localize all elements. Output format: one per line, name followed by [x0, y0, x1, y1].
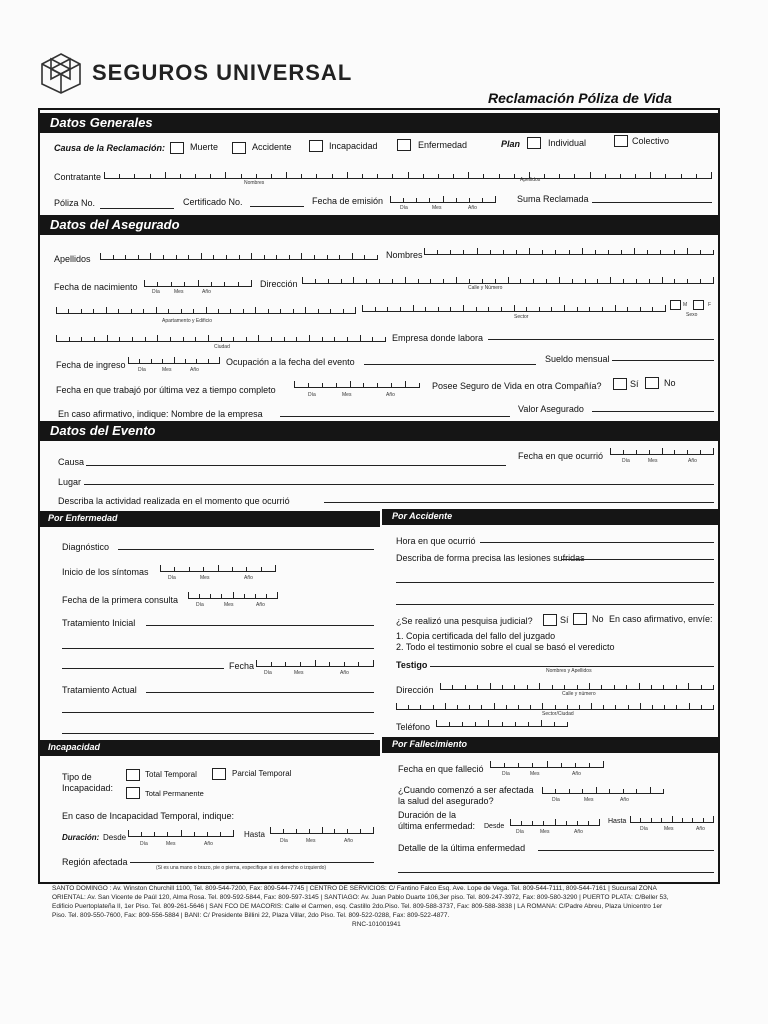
fecha-nac-label: Fecha de nacimiento — [54, 282, 138, 292]
ocurrio-ano-hint: Año — [688, 458, 697, 464]
duracion-label: Duración: — [62, 833, 100, 842]
checkbox-posee-no[interactable] — [645, 377, 659, 389]
trabajo-mes-hint: Mes — [342, 392, 352, 398]
fall-desde-dia-hint: Día — [516, 829, 524, 835]
tratamiento-actual-field-2[interactable] — [62, 712, 374, 713]
sector-hint: Sector — [514, 314, 529, 320]
nac-dia-hint: Día — [152, 289, 160, 295]
causa-label: Causa de la Reclamación: — [54, 143, 166, 153]
nac-mes-hint: Mes — [174, 289, 184, 295]
lugar-field[interactable] — [84, 484, 714, 485]
checkbox-muerte[interactable] — [170, 142, 184, 154]
contratante-label: Contratante — [54, 172, 102, 182]
trat-dia-hint: Día — [264, 670, 272, 676]
direccion-label: Dirección — [260, 279, 298, 289]
fecha-emision-label: Fecha de emisión — [312, 196, 384, 206]
total-permanente-label: Total Permanente — [145, 789, 204, 798]
cuando-dia-hint: Día — [552, 797, 560, 803]
tratamiento-inicial-field[interactable] — [146, 625, 374, 626]
label-enfermedad: Enfermedad — [418, 140, 468, 150]
inicio-dia-hint: Día — [168, 575, 176, 581]
detalle-field[interactable] — [538, 850, 714, 851]
fecha-trabajo-field[interactable] — [294, 382, 420, 388]
fecha-nac-field[interactable] — [144, 281, 252, 287]
fall-desde-label: Desde — [484, 823, 505, 830]
sexo-hint: Sexo — [686, 312, 698, 318]
inicio-ano-hint: Año — [244, 575, 253, 581]
tratamiento-inicial-field-2[interactable] — [62, 648, 374, 649]
fall-desde-field[interactable] — [510, 820, 600, 826]
checkbox-enfermedad[interactable] — [397, 139, 411, 151]
sexo-m-label: M — [683, 302, 688, 308]
label-colectivo: Colectivo — [632, 136, 670, 146]
desde-field[interactable] — [128, 831, 234, 837]
apellidos-field[interactable] — [100, 254, 378, 260]
sueldo-field[interactable] — [612, 360, 714, 361]
envie-item-1: 1. Copia certificada del fallo del juzgado — [396, 631, 556, 641]
label-individual: Individual — [548, 138, 587, 148]
describa-field-2[interactable] — [396, 582, 714, 583]
fall-desde-mes-hint: Mes — [540, 829, 550, 835]
hora-label: Hora en que ocurrió — [396, 536, 476, 546]
apto-field[interactable] — [56, 308, 356, 314]
trabajo-dia-hint: Día — [308, 392, 316, 398]
valor-field[interactable] — [592, 411, 714, 412]
primera-ano-hint: Año — [256, 602, 265, 608]
cuando-mes-hint: Mes — [584, 797, 594, 803]
trabajo-ano-hint: Año — [386, 392, 395, 398]
primera-dia-hint: Día — [196, 602, 204, 608]
desde-ano-hint: Año — [204, 841, 213, 847]
telefono-field[interactable] — [436, 721, 568, 727]
fecha-ocurrio-field[interactable] — [610, 449, 714, 455]
describa-field[interactable] — [562, 559, 714, 560]
tratamiento-actual-label: Tratamiento Actual — [62, 685, 137, 695]
trat-mes-hint: Mes — [294, 670, 304, 676]
plan-label: Plan — [501, 139, 521, 149]
testigo-direccion-label: Dirección — [396, 685, 434, 695]
contratante-field[interactable] — [104, 173, 712, 179]
suma-field[interactable] — [592, 202, 712, 203]
diagnostico-field[interactable] — [118, 549, 374, 550]
section-header-generales: Datos Generales — [38, 113, 720, 133]
header-enfermedad: Por Enfermedad — [38, 511, 380, 527]
poliza-field[interactable] — [100, 208, 174, 209]
primera-label: Fecha de la primera consulta — [62, 595, 179, 605]
tratamiento-actual-field[interactable] — [146, 692, 374, 693]
label-incapacidad: Incapacidad — [329, 141, 378, 151]
apto-hint: Apartamento y Edificio — [162, 318, 213, 324]
fecha-tratamiento-field[interactable] — [256, 661, 374, 667]
checkbox-parcial-temporal[interactable] — [212, 768, 226, 780]
describa-field-3[interactable] — [396, 604, 714, 605]
region-field[interactable] — [130, 862, 374, 863]
tipo-label: Tipo de Incapacidad: — [62, 772, 114, 793]
fall-desde-ano-hint: Año — [574, 829, 583, 835]
detalle-label: Detalle de la última enfermedad — [398, 843, 526, 853]
fallecio-mes-hint: Mes — [530, 771, 540, 777]
fecha-tratamiento-label: Fecha — [229, 661, 255, 671]
valor-label: Valor Asegurado — [518, 404, 584, 414]
cuando-field[interactable] — [542, 788, 664, 794]
hasta-field[interactable] — [270, 828, 374, 834]
testigo-sector-hint: Sector/Ciudad — [542, 711, 574, 717]
posee-label: Posee Seguro de Vida en otra Compañía? — [432, 381, 602, 391]
desde-label: Desde — [103, 833, 127, 842]
ciudad-field[interactable] — [56, 336, 386, 342]
fallecio-dia-hint: Día — [502, 771, 510, 777]
tratamiento-inicial-field-3[interactable] — [62, 668, 224, 669]
checkbox-individual[interactable] — [527, 137, 541, 149]
ocupacion-field[interactable] — [364, 364, 536, 365]
lugar-label: Lugar — [58, 477, 82, 487]
footer — [52, 884, 720, 929]
total-temporal-label: Total Temporal — [145, 770, 197, 779]
direccion-field[interactable] — [302, 278, 714, 284]
fecha-ingreso-field[interactable] — [128, 358, 220, 364]
primera-mes-hint: Mes — [224, 602, 234, 608]
hora-field[interactable] — [480, 542, 714, 543]
inicio-label: Inicio de los síntomas — [62, 567, 149, 577]
checkbox-sexo-m[interactable] — [670, 300, 681, 310]
fallecio-ano-hint: Año — [572, 771, 581, 777]
form-title: Reclamación Póliza de Vida — [488, 90, 672, 106]
footer-line-4: Piso. Tel. 809-550-7600, Fax: 809-556-5884 | BANI: C/ Presidente Billini 22, Plaza Villar, 2do Piso. Tel. 809-522-0288, Fax: 809-522-4877. — [52, 912, 450, 919]
ciudad-hint: Ciudad — [214, 344, 230, 350]
testigo-sector-field[interactable] — [396, 704, 714, 710]
ano-hint: Año — [468, 205, 477, 211]
brand-name: SEGUROS UNIVERSAL — [92, 60, 353, 85]
caso-temporal-label: En caso de Incapacidad Temporal, indique: — [62, 811, 234, 821]
envie-item-2: 2. Todo el testimonio sobre el cual se basó el veredicto — [396, 642, 615, 652]
sexo-f-label: F — [708, 302, 712, 308]
footer-line-3: Edificio Puertoplateña II, 1er Piso. Tel. 809-261-5646 | SAN FCO DE MACORIS: Calle el Carmen, esq. Castillo 2do.Piso. Tel. 809-588-3737, Fax: 809-588-3838 | LA ROMANA: C/Padre Abreu, Plaza Unicentro 1er — [52, 903, 663, 910]
ingreso-ano-hint: Año — [190, 367, 199, 373]
detalle-field-2[interactable] — [398, 872, 714, 873]
causa-evento-label: Causa — [58, 457, 85, 467]
hasta-label: Hasta — [244, 830, 265, 839]
checkbox-posee-si[interactable] — [613, 378, 627, 390]
ocurrio-dia-hint: Día — [622, 458, 630, 464]
checkbox-incapacidad[interactable] — [309, 140, 323, 152]
trat-ano-hint: Año — [340, 670, 349, 676]
duracion-enfermedad-label: Duración de la última enfermedad: — [398, 810, 476, 831]
causa-evento-field[interactable] — [86, 465, 506, 466]
fall-hasta-dia-hint: Día — [640, 826, 648, 832]
hasta-dia-hint: Día — [280, 838, 288, 844]
fecha-fallecio-label: Fecha en que falleció — [398, 764, 484, 774]
section-header-asegurado: Datos del Asegurado — [38, 215, 720, 235]
label-muerte: Muerte — [190, 142, 219, 152]
empresa-label: Empresa donde labora — [392, 333, 484, 343]
empresa-field[interactable] — [488, 339, 714, 340]
apellidos-hint: Apellidos — [520, 177, 541, 183]
ocurrio-mes-hint: Mes — [648, 458, 658, 464]
describa-label: Describa de forma precisa las lesiones sufridas — [396, 553, 585, 563]
mes-hint: Mes — [432, 205, 442, 211]
pesquisa-label: ¿Se realizó una pesquisa judicial? — [396, 616, 533, 626]
pesquisa-no-label: No — [592, 614, 604, 624]
header-fallecimiento: Por Fallecimiento — [382, 737, 720, 753]
inicio-mes-hint: Mes — [200, 575, 210, 581]
fall-hasta-mes-hint: Mes — [664, 826, 674, 832]
desde-dia-hint: Día — [140, 841, 148, 847]
footer-line-2: ORIENTAL: Av. San Vicente de Paúl 120, Alma Rosa. Tel. 809-592-5844, Fax: 809-597-3145 | SANTIAGO: Av. Juan Pablo Duarte 106,3er piso. Tel. 809-247-3972, Fax: 809-580-3290 | PUERTO PLATA: C/Beller 53, — [52, 894, 669, 901]
section-header-evento: Datos del Evento — [38, 421, 720, 441]
label-accidente: Accidente — [252, 142, 292, 152]
telefono-label: Teléfono — [396, 722, 431, 732]
actividad-label: Describa la actividad realizada en el momento que ocurrió — [58, 496, 290, 506]
testigo-label: Testigo — [396, 660, 428, 670]
apellidos-label: Apellidos — [54, 254, 91, 264]
testigo-direccion-field[interactable] — [440, 684, 714, 690]
header-incapacidad: Incapacidad — [38, 740, 380, 756]
checkbox-total-permanente[interactable] — [126, 787, 140, 799]
fall-hasta-label: Hasta — [608, 818, 627, 825]
certificado-field[interactable] — [250, 206, 304, 207]
footer-line-1: SANTO DOMINGO : Av. Winston Churchill 1100, Tel. 809-544-7200, Fax: 809-544-7745 | CENTRO DE SERVICIOS: C/ Fantino Falco Esq. Ave. Lope de Vega. Tel. 809-544-7111, 809-544-7161 | Sucursal ZONA — [52, 885, 657, 892]
envie-label: En caso afirmativo, envíe: — [609, 614, 713, 624]
dia-hint: Día — [400, 205, 408, 211]
tratamiento-inicial-label: Tratamiento Inicial — [62, 618, 136, 628]
fecha-ocurrio-label: Fecha en que ocurrió — [518, 451, 604, 461]
empresa-seguro-field[interactable] — [280, 416, 510, 417]
pesquisa-si-label: Sí — [560, 615, 569, 625]
testigo-field[interactable] — [430, 666, 714, 667]
testigo-calle-hint: Calle y número — [562, 691, 596, 697]
hasta-mes-hint: Mes — [306, 838, 316, 844]
calle-hint: Calle y Número — [468, 285, 503, 291]
nombres-hint: Nombres — [244, 180, 265, 186]
actividad-field[interactable] — [324, 502, 714, 503]
sueldo-label: Sueldo mensual — [545, 354, 610, 364]
fecha-fallecio-field[interactable] — [490, 762, 604, 768]
footer-rnc: RNC-101001941 — [352, 921, 401, 928]
checkbox-pesquisa-si[interactable] — [543, 614, 557, 626]
afirmativo-label: En caso afirmativo, indique: Nombre de la empresa — [58, 409, 263, 419]
posee-si-label: Sí — [630, 379, 639, 389]
certificado-label: Certificado No. — [183, 197, 243, 207]
fall-hasta-field[interactable] — [630, 817, 714, 823]
ingreso-dia-hint: Día — [138, 367, 146, 373]
region-hint: (Si es una mano o brazo, pie o pierna, especifique si es derecho o izquierdo) — [156, 865, 327, 871]
region-label: Región afectada — [62, 857, 128, 867]
checkbox-sexo-f[interactable] — [693, 300, 704, 310]
sector-field[interactable] — [362, 306, 666, 312]
nombres-field[interactable] — [424, 249, 714, 255]
fecha-ingreso-label: Fecha de ingreso — [56, 360, 126, 370]
hasta-ano-hint: Año — [344, 838, 353, 844]
nac-ano-hint: Año — [202, 289, 211, 295]
tratamiento-actual-field-3[interactable] — [62, 733, 374, 734]
fecha-trabajo-label: Fecha en que trabajó por última vez a tiempo completo — [56, 385, 276, 395]
parcial-temporal-label: Parcial Temporal — [232, 769, 292, 778]
primera-field[interactable] — [188, 593, 278, 599]
poliza-label: Póliza No. — [54, 198, 96, 208]
cube-lattice-icon — [36, 52, 86, 94]
fall-hasta-ano-hint: Año — [696, 826, 705, 832]
ingreso-mes-hint: Mes — [162, 367, 172, 373]
desde-mes-hint: Mes — [166, 841, 176, 847]
checkbox-pesquisa-no[interactable] — [573, 613, 587, 625]
nombres-label: Nombres — [386, 250, 423, 260]
posee-no-label: No — [664, 378, 676, 388]
cuando-ano-hint: Año — [620, 797, 629, 803]
fecha-emision-field[interactable] — [390, 197, 496, 203]
cuando-label: ¿Cuando comenzó a ser afectada la salud del asegurado? — [398, 785, 534, 806]
inicio-field[interactable] — [160, 566, 276, 572]
checkbox-colectivo[interactable] — [614, 135, 628, 147]
suma-label: Suma Reclamada — [517, 194, 589, 204]
diagnostico-label: Diagnóstico — [62, 542, 110, 552]
header-accidente: Por Accidente — [382, 509, 720, 525]
ocupacion-label: Ocupación a la fecha del evento — [226, 357, 355, 367]
checkbox-accidente[interactable] — [232, 142, 246, 154]
checkbox-total-temporal[interactable] — [126, 769, 140, 781]
testigo-hint: Nombres y Apellidos — [546, 668, 592, 674]
